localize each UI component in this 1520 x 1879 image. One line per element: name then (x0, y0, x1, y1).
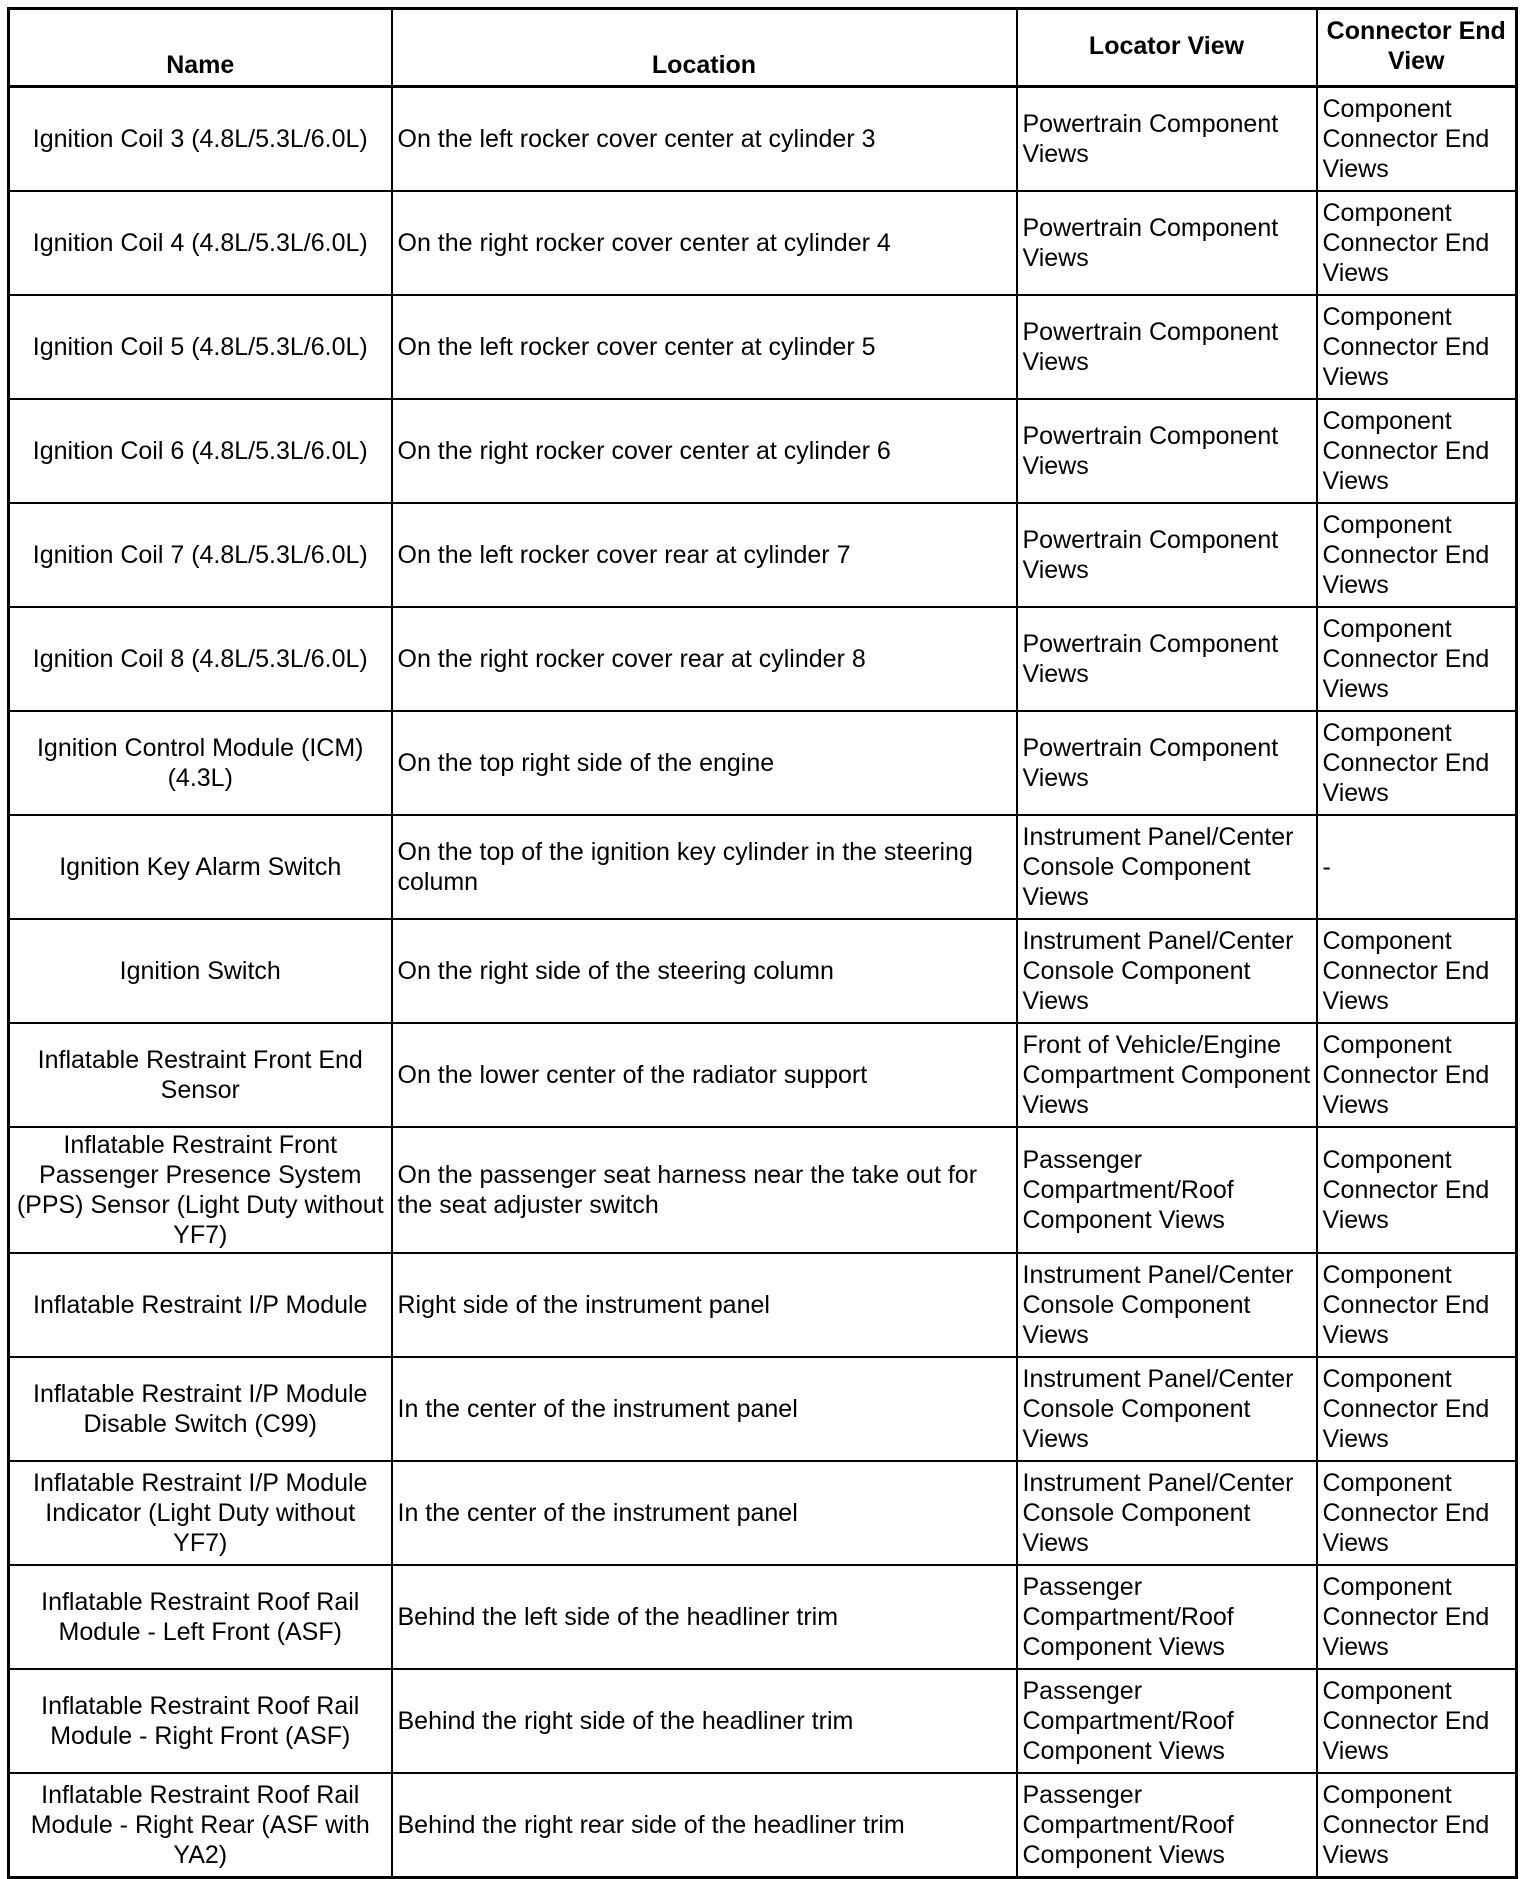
cell-locator-view: Passenger Compartment/Roof Component Views (1017, 1127, 1317, 1253)
cell-locator-view: Powertrain Component Views (1017, 399, 1317, 503)
cell-name: Ignition Coil 4 (4.8L/5.3L/6.0L) (9, 191, 392, 295)
cell-name: Inflatable Restraint I/P Module (9, 1253, 392, 1357)
cell-name: Inflatable Restraint Roof Rail Module - Left Front (ASF) (9, 1565, 392, 1669)
cell-location: Behind the right side of the headliner trim (392, 1669, 1017, 1773)
cell-connector-end-view: Component Connector End Views (1317, 1023, 1517, 1127)
table-row (9, 919, 1517, 1023)
cell-connector-end-view: Component Connector End Views (1317, 919, 1517, 1023)
cell-name: Ignition Coil 5 (4.8L/5.3L/6.0L) (9, 295, 392, 399)
cell-location: On the top of the ignition key cylinder in the steering column (392, 815, 1017, 919)
cell-locator-view: Passenger Compartment/Roof Component Views (1017, 1669, 1317, 1773)
cell-connector-end-view: - (1317, 815, 1517, 919)
header-location: Location (392, 9, 1017, 87)
cell-name: Inflatable Restraint I/P Module Indicator (Light Duty without YF7) (9, 1461, 392, 1565)
header-connector-end-view: Connector End View (1317, 9, 1517, 87)
table-row (9, 295, 1517, 399)
cell-name: Inflatable Restraint Roof Rail Module - Right Rear (ASF with YA2) (9, 1773, 392, 1878)
cell-connector-end-view: Component Connector End Views (1317, 1565, 1517, 1669)
table-row (9, 1461, 1517, 1565)
cell-locator-view: Instrument Panel/Center Console Component Views (1017, 919, 1317, 1023)
cell-name: Ignition Control Module (ICM) (4.3L) (9, 711, 392, 815)
cell-name: Inflatable Restraint Front Passenger Presence System (PPS) Sensor (Light Duty without YF7) (9, 1127, 392, 1253)
table-row (9, 1023, 1517, 1127)
cell-locator-view: Passenger Compartment/Roof Component Views (1017, 1565, 1317, 1669)
cell-name: Inflatable Restraint Front End Sensor (9, 1023, 392, 1127)
cell-location: On the right rocker cover center at cylinder 4 (392, 191, 1017, 295)
cell-locator-view: Powertrain Component Views (1017, 191, 1317, 295)
cell-connector-end-view: Component Connector End Views (1317, 399, 1517, 503)
cell-locator-view: Instrument Panel/Center Console Component Views (1017, 1461, 1317, 1565)
cell-name: Ignition Coil 8 (4.8L/5.3L/6.0L) (9, 607, 392, 711)
cell-location: On the right rocker cover center at cylinder 6 (392, 399, 1017, 503)
cell-connector-end-view: Component Connector End Views (1317, 295, 1517, 399)
table-row (9, 503, 1517, 607)
table-row (9, 399, 1517, 503)
cell-name: Ignition Coil 3 (4.8L/5.3L/6.0L) (9, 87, 392, 192)
cell-locator-view: Front of Vehicle/Engine Compartment Component Views (1017, 1023, 1317, 1127)
cell-location: On the right rocker cover rear at cylinder 8 (392, 607, 1017, 711)
cell-location: On the lower center of the radiator support (392, 1023, 1017, 1127)
cell-locator-view: Instrument Panel/Center Console Component Views (1017, 1253, 1317, 1357)
cell-name: Ignition Switch (9, 919, 392, 1023)
table-row (9, 1253, 1517, 1357)
cell-name: Inflatable Restraint I/P Module Disable Switch (C99) (9, 1357, 392, 1461)
cell-location: In the center of the instrument panel (392, 1357, 1017, 1461)
table-row (9, 87, 1517, 192)
table-row (9, 1357, 1517, 1461)
cell-locator-view: Instrument Panel/Center Console Component Views (1017, 1357, 1317, 1461)
cell-location: Behind the right rear side of the headliner trim (392, 1773, 1017, 1878)
cell-locator-view: Powertrain Component Views (1017, 87, 1317, 192)
cell-location: On the left rocker cover rear at cylinder 7 (392, 503, 1017, 607)
table-row (9, 711, 1517, 815)
cell-location: On the top right side of the engine (392, 711, 1017, 815)
cell-connector-end-view: Component Connector End Views (1317, 1461, 1517, 1565)
cell-name: Ignition Coil 7 (4.8L/5.3L/6.0L) (9, 503, 392, 607)
table-row (9, 815, 1517, 919)
cell-connector-end-view: Component Connector End Views (1317, 1773, 1517, 1878)
cell-name: Ignition Coil 6 (4.8L/5.3L/6.0L) (9, 399, 392, 503)
cell-locator-view: Powertrain Component Views (1017, 503, 1317, 607)
cell-location: On the left rocker cover center at cylinder 5 (392, 295, 1017, 399)
cell-location: In the center of the instrument panel (392, 1461, 1017, 1565)
cell-connector-end-view: Component Connector End Views (1317, 711, 1517, 815)
cell-name: Inflatable Restraint Roof Rail Module - Right Front (ASF) (9, 1669, 392, 1773)
table-row (9, 1773, 1517, 1878)
cell-locator-view: Powertrain Component Views (1017, 295, 1317, 399)
cell-connector-end-view: Component Connector End Views (1317, 87, 1517, 192)
table-header-row (9, 9, 1517, 87)
cell-connector-end-view: Component Connector End Views (1317, 1357, 1517, 1461)
header-name: Name (9, 9, 392, 87)
cell-location: On the passenger seat harness near the take out for the seat adjuster switch (392, 1127, 1017, 1253)
header-locator-view: Locator View (1017, 9, 1317, 87)
table-row (9, 1565, 1517, 1669)
cell-location: On the left rocker cover center at cylinder 3 (392, 87, 1017, 192)
table-row (9, 1669, 1517, 1773)
cell-connector-end-view: Component Connector End Views (1317, 1253, 1517, 1357)
cell-location: Behind the left side of the headliner trim (392, 1565, 1017, 1669)
cell-connector-end-view: Component Connector End Views (1317, 191, 1517, 295)
cell-connector-end-view: Component Connector End Views (1317, 1127, 1517, 1253)
component-locator-table (7, 7, 1518, 1879)
cell-name: Ignition Key Alarm Switch (9, 815, 392, 919)
cell-locator-view: Passenger Compartment/Roof Component Views (1017, 1773, 1317, 1878)
cell-location: On the right side of the steering column (392, 919, 1017, 1023)
cell-locator-view: Instrument Panel/Center Console Component Views (1017, 815, 1317, 919)
cell-locator-view: Powertrain Component Views (1017, 607, 1317, 711)
cell-locator-view: Powertrain Component Views (1017, 711, 1317, 815)
table-row (9, 607, 1517, 711)
cell-connector-end-view: Component Connector End Views (1317, 607, 1517, 711)
table-row (9, 1127, 1517, 1253)
cell-location: Right side of the instrument panel (392, 1253, 1017, 1357)
cell-connector-end-view: Component Connector End Views (1317, 503, 1517, 607)
cell-connector-end-view: Component Connector End Views (1317, 1669, 1517, 1773)
table-row (9, 191, 1517, 295)
